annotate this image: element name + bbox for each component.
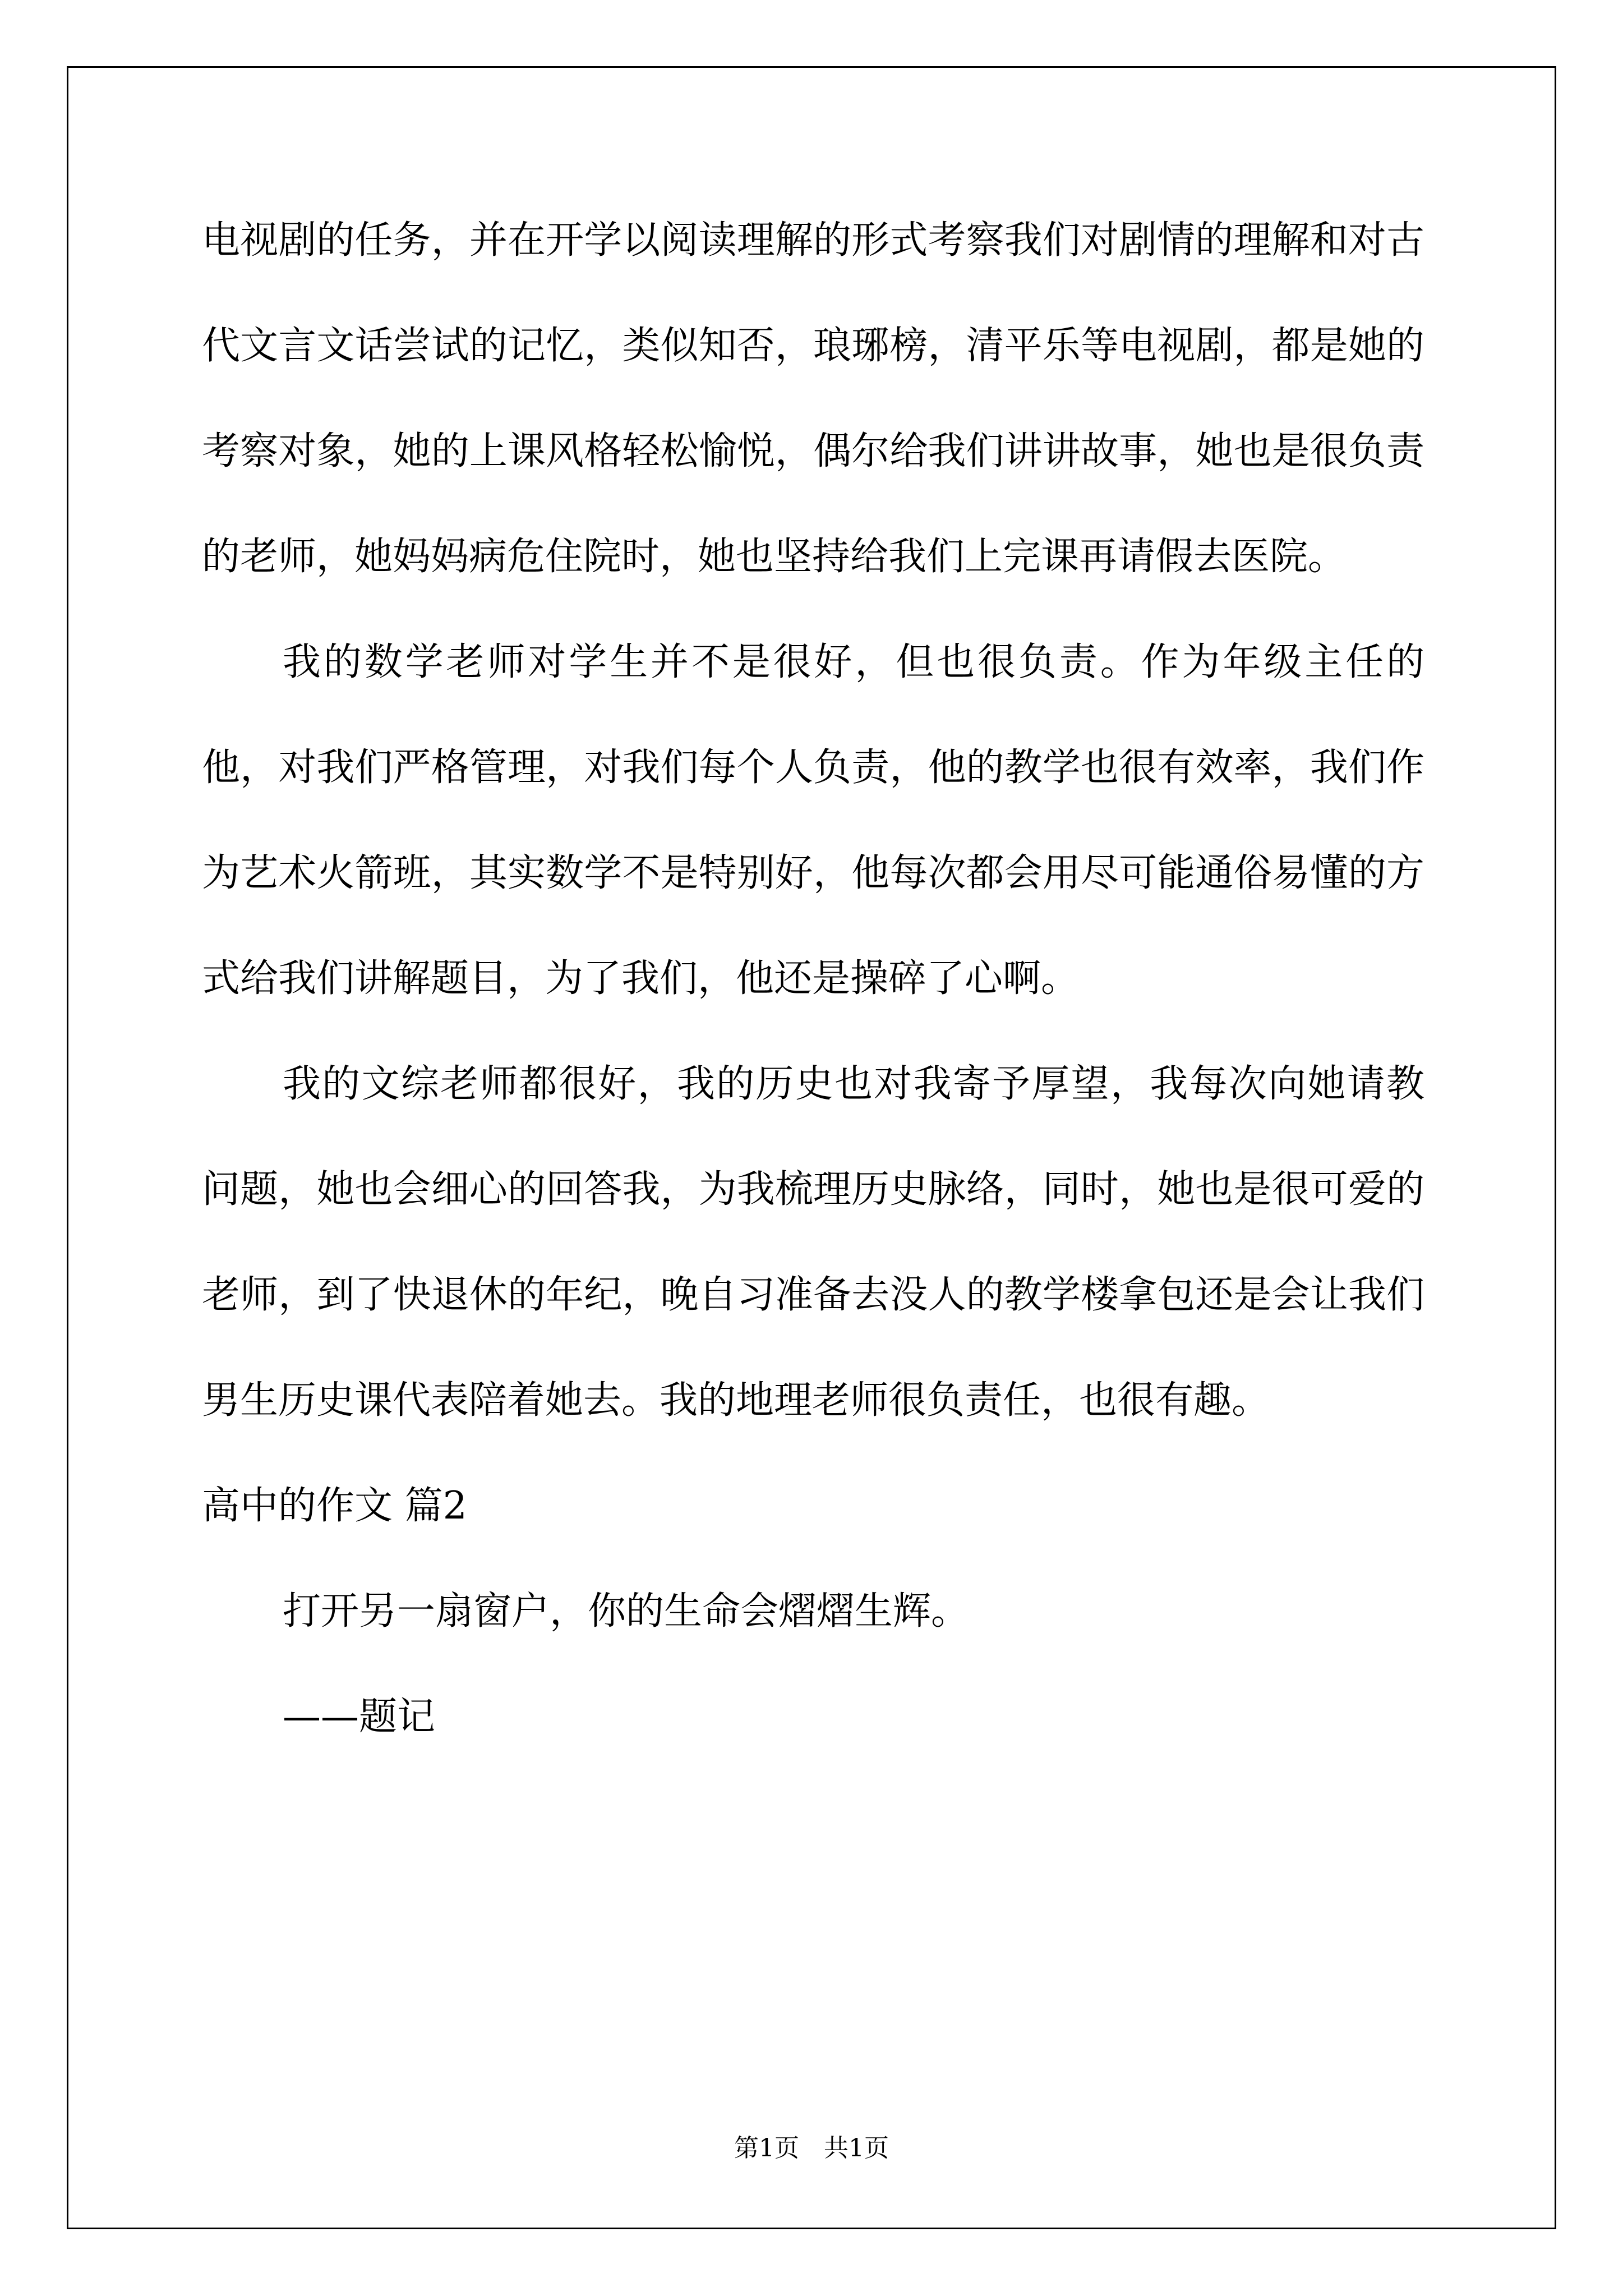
page-number-total: 共1页 [824, 2134, 889, 2162]
section-heading: 高中的作文 篇2 [202, 1484, 467, 1528]
page-number-current: 第1页 [734, 2134, 799, 2162]
page-footer [0, 2132, 1623, 2165]
document-body [202, 188, 1424, 1770]
paragraph-3: 我的文综老师都很好，我的历史也对我寄予厚望，我每次向她请教问题，她也会细心的回答我，为我梳理历史脉络，同时，她也是很可爱的老师，到了快退休的年纪，晚自习准备去没人的教学楼拿包还是会让我们男生历史课代表陪着她去。我的地理老师很负责任，也很有趣。 [202, 1062, 1424, 1423]
paragraph-2: 我的数学老师对学生并不是很好，但也很负责。作为年级主任的他，对我们严格管理，对我们每个人负责，他的教学也很有效率，我们作为艺术火箭班，其实数学不是特别好，他每次都会用尽可能通俗易懂的方式给我们讲解题目，为了我们，他还是操碎了心啊。 [202, 640, 1424, 1001]
epigraph-text: 打开另一扇窗户，你的生命会熠熠生辉。 [283, 1589, 970, 1634]
paragraph-1: 电视剧的任务，并在开学以阅读理解的形式考察我们对剧情的理解和对古代文言文话尝试的记忆，类似知否，琅琊榜，清平乐等电视剧，都是她的考察对象，她的上课风格轻松愉悦，偶尔给我们讲讲故事，她也是很负责的老师，她妈妈病危住院时，她也坚持给我们上完课再请假去医院。 [202, 218, 1424, 579]
epigraph-attribution: ——题记 [283, 1695, 436, 1739]
